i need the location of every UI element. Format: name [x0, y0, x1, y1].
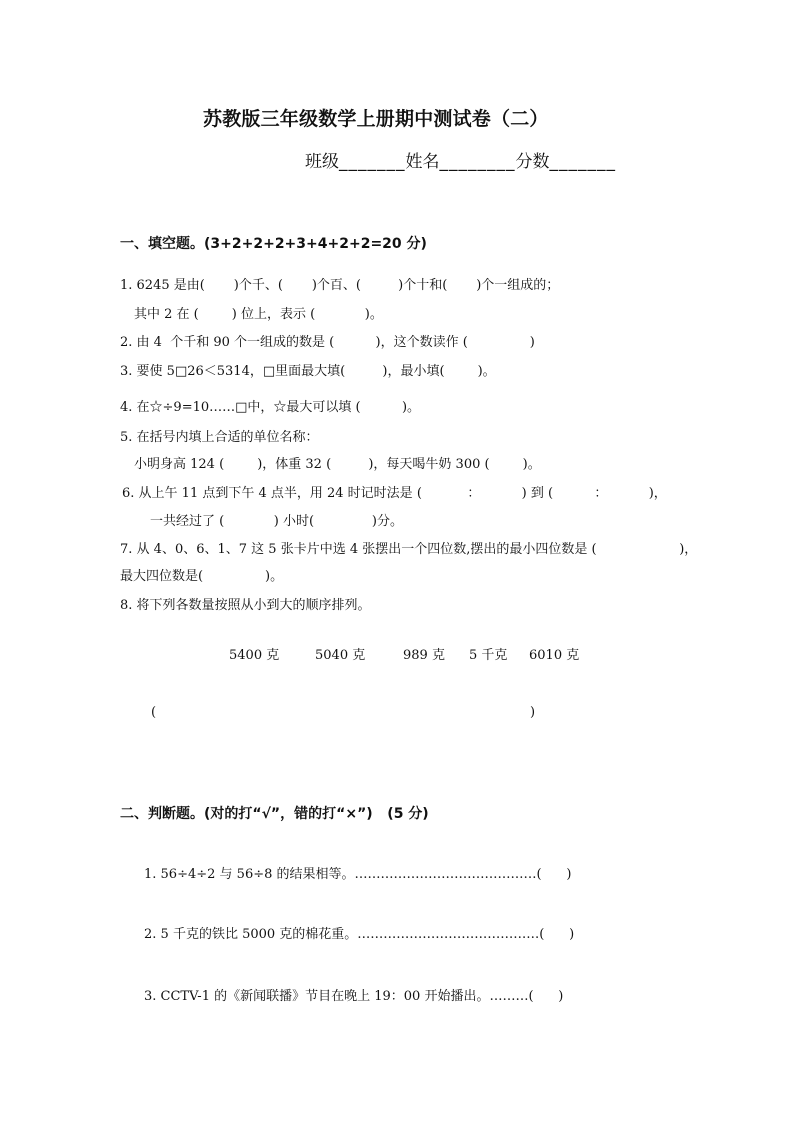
- answer-open-paren: (: [151, 705, 157, 720]
- question-6-line-1: 6. 从上午 11 点到下午 4 点半，用 24 时记时法是 ( ： ) 到 ( ： )，: [122, 486, 667, 501]
- answer-close-paren: ): [530, 705, 536, 720]
- score-blank[interactable]: _______: [549, 152, 616, 172]
- question-6-line-2: 一共经过了 ( ) 小时( )分。: [150, 514, 403, 529]
- class-blank[interactable]: _______: [339, 152, 406, 172]
- student-info-line: [305, 147, 616, 172]
- section-1-heading: 一、填空题。(3+2+2+2+3+4+2+2=20 分): [120, 236, 427, 252]
- question-7-line-1: 7. 从 4、0、6、1、7 这 5 张卡片中选 4 张摆出一个四位数,摆出的最小四位数是 ( )，: [120, 542, 698, 557]
- judgement-item-2: 2. 5 千克的铁比 5000 克的棉花重。……………………………………( ): [144, 927, 575, 942]
- question-5-line-1: 5. 在括号内填上合适的单位名称：: [120, 430, 319, 445]
- judgement-item-3: 3. CCTV-1 的《新闻联播》节目在晚上 19：00 开始播出。………( ): [144, 989, 564, 1004]
- weight-item: 989 克: [403, 648, 445, 663]
- question-8: 8. 将下列各数量按照从小到大的顺序排列。: [120, 598, 371, 613]
- judgement-item-1: 1. 56÷4÷2 与 56÷8 的结果相等。……………………………………( ): [144, 867, 572, 882]
- class-label: 班级: [305, 152, 339, 172]
- question-4: 4. 在☆÷9=10……□中，☆最大可以填 ( )。: [120, 400, 421, 415]
- question-1-line-1: 1. 6245 是由( )个千、( )个百、( )个十和( )个一组成的；: [120, 278, 560, 293]
- name-blank[interactable]: ________: [439, 152, 516, 172]
- question-7-line-2: 最大四位数是( )。: [120, 569, 284, 584]
- question-1-line-2: 其中 2 在 ( ) 位上，表示 ( )。: [134, 307, 383, 322]
- question-2: 2. 由 4 个千和 90 个一组成的数是 ( )，这个数读作 ( ): [120, 335, 535, 350]
- weight-item: 5040 克: [315, 648, 366, 663]
- weight-item: 5400 克: [229, 648, 280, 663]
- question-5-line-2: 小明身高 124 ( )，体重 32 ( )，每天喝牛奶 300 ( )。: [134, 457, 541, 472]
- name-label: 姓名: [405, 152, 440, 172]
- section-2-heading: 二、判断题。(对的打“√”，错的打“×”) (5 分): [120, 806, 429, 822]
- ordering-answer-field[interactable]: [160, 700, 528, 722]
- weight-item: 5 千克: [469, 648, 508, 663]
- weight-item: 6010 克: [529, 648, 580, 663]
- score-label: 分数: [515, 152, 550, 172]
- question-3: 3. 要使 5□26＜5314，□里面最大填( )，最小填( )。: [120, 364, 496, 379]
- page-title: 苏教版三年级数学上册期中测试卷（二）: [203, 108, 549, 130]
